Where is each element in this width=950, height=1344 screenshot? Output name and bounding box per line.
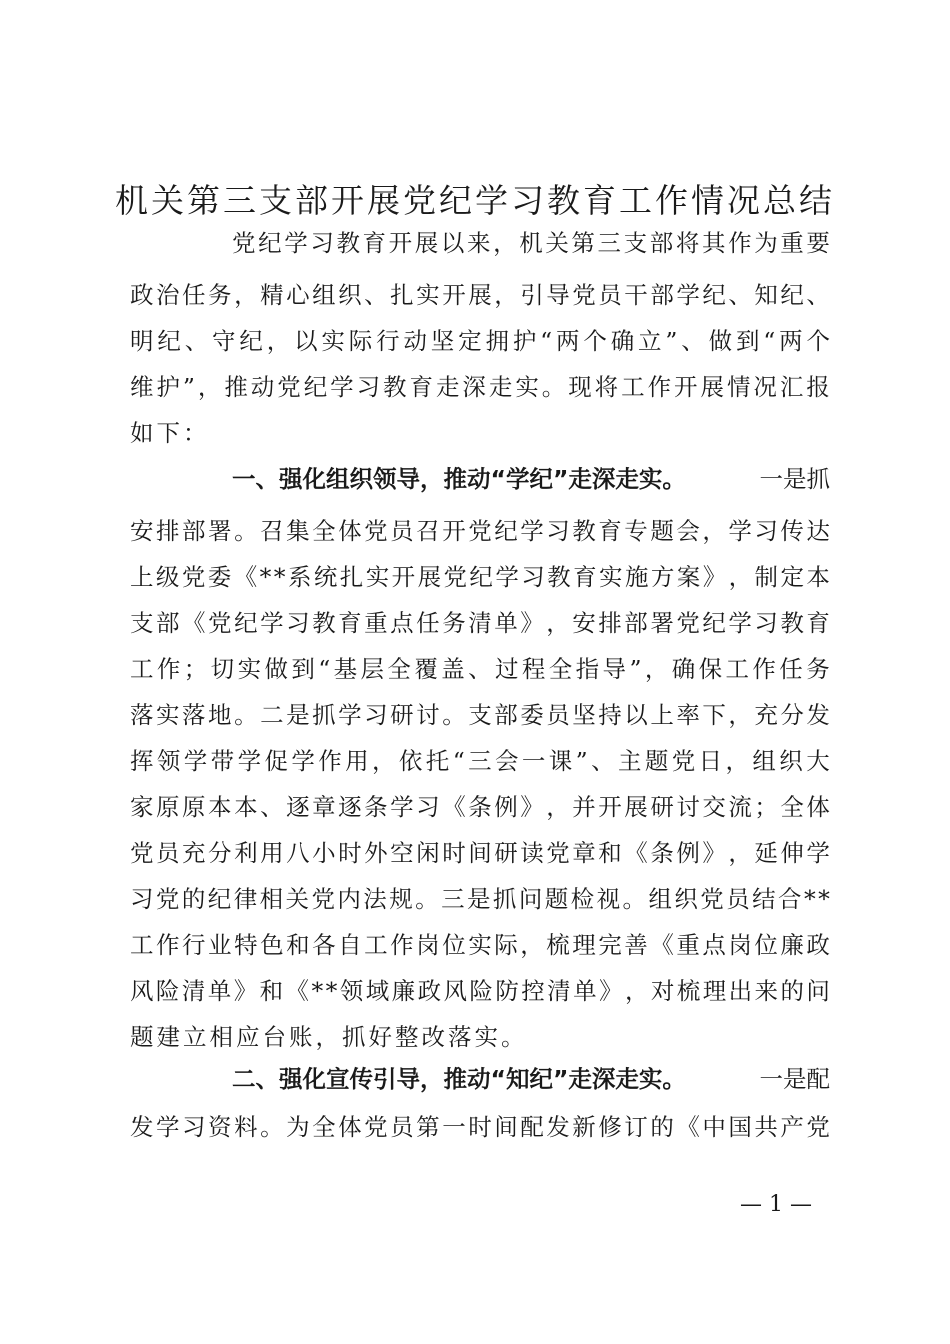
section-1-first-line bbox=[232, 456, 830, 502]
section-1-line: 落 实 落 地 。 二 是 抓 学 习 研 讨 。 支 部 委 员 坚 持 以 上 率 下 ， 充 分 发 bbox=[130, 701, 830, 729]
section-1-line: 上 级 党 委 《 * * 系 统 扎 实 开 展 党 纪 学 习 教 育 实 施 方 案 》 ， 制 定 本 bbox=[130, 563, 830, 591]
section-2-heading: 二、强化宣传引导，推动“知纪”走深走实。 bbox=[232, 1065, 686, 1093]
section-1-line: 风 险 清 单 》 和 《 * * 领 域 廉 政 风 险 防 控 清 单 》 ， 对 梳 理 出 来 的 问 bbox=[130, 977, 830, 1005]
section-1-line: 工 作 行 业 特 色 和 各 自 工 作 岗 位 实 际 ， 梳 理 完 善 《 重 点 岗 位 廉 政 bbox=[130, 931, 830, 959]
section-1-line: 习 党 的 纪 律 相 关 党 内 法 规 。 三 是 抓 问 题 检 视 。 组 织 党 员 结 合 * * bbox=[130, 885, 830, 913]
intro-line: 如 下 ： bbox=[130, 419, 210, 447]
section-1-line: 题 建 立 相 应 台 账 ， 抓 好 整 改 落 实 。 bbox=[130, 1023, 528, 1051]
section-1-line: 家 原 原 本 本 、 逐 章 逐 条 学 习 《 条 例 》 ， 并 开 展 研 讨 交 流 ； 全 体 bbox=[130, 793, 830, 821]
page-number: — 1 — bbox=[740, 1192, 812, 1217]
intro-line: 政 治 任 务 ， 精 心 组 织 、 扎 实 开 展 ， 引 导 党 员 干 部 学 纪 、 知 纪 、 bbox=[130, 281, 830, 309]
section-1-line: 党 员 充 分 利 用 八 小 时 外 空 闲 时 间 研 读 党 章 和 《 条 例 》 ， 延 伸 学 bbox=[130, 839, 830, 867]
document-title: 机关第三支部开展党纪学习教育工作情况总结 bbox=[115, 181, 835, 220]
section-1-line: 工 作 ； 切 实 做 到 “ 基 层 全 覆 盖 、 过 程 全 指 导 ” ， 确 保 工 作 任 务 bbox=[130, 655, 830, 683]
section-1-line: 支 部 《 党 纪 学 习 教 育 重 点 任 务 清 单 》 ， 安 排 部 署 党 纪 学 习 教 育 bbox=[130, 609, 830, 637]
intro-line: 明 纪 、 守 纪 ， 以 实 际 行 动 坚 定 拥 护 “ 两 个 确 立 ” 、 做 到 “ 两 个 bbox=[130, 327, 830, 355]
intro-line: 党 纪 学 习 教 育 开 展 以 来 ， 机 关 第 三 支 部 将 其 作 为 重 要 bbox=[232, 229, 830, 257]
section-2-heading-tail: 一是配 bbox=[759, 1065, 830, 1093]
intro-line: 维 护 ” ， 推 动 党 纪 学 习 教 育 走 深 走 实 。 现 将 工 作 开 展 情 况 汇 报 bbox=[130, 373, 830, 401]
section-2-line: 发 学 习 资 料 。 为 全 体 党 员 第 一 时 间 配 发 新 修 订 的 《 中 国 共 产 党 bbox=[130, 1113, 830, 1141]
section-1-line: 挥 领 学 带 学 促 学 作 用 ， 依 托 “ 三 会 一 课 ” 、 主 题 党 日 ， 组 织 大 bbox=[130, 747, 830, 775]
section-1-heading: 一、强化组织领导，推动“学纪”走深走实。 bbox=[232, 465, 686, 493]
section-1-line: 安 排 部 署 。 召 集 全 体 党 员 召 开 党 纪 学 习 教 育 专 题 会 ， 学 习 传 达 bbox=[130, 517, 830, 545]
section-1-heading-tail: 一是抓 bbox=[759, 465, 830, 493]
section-2-first-line bbox=[232, 1056, 830, 1102]
